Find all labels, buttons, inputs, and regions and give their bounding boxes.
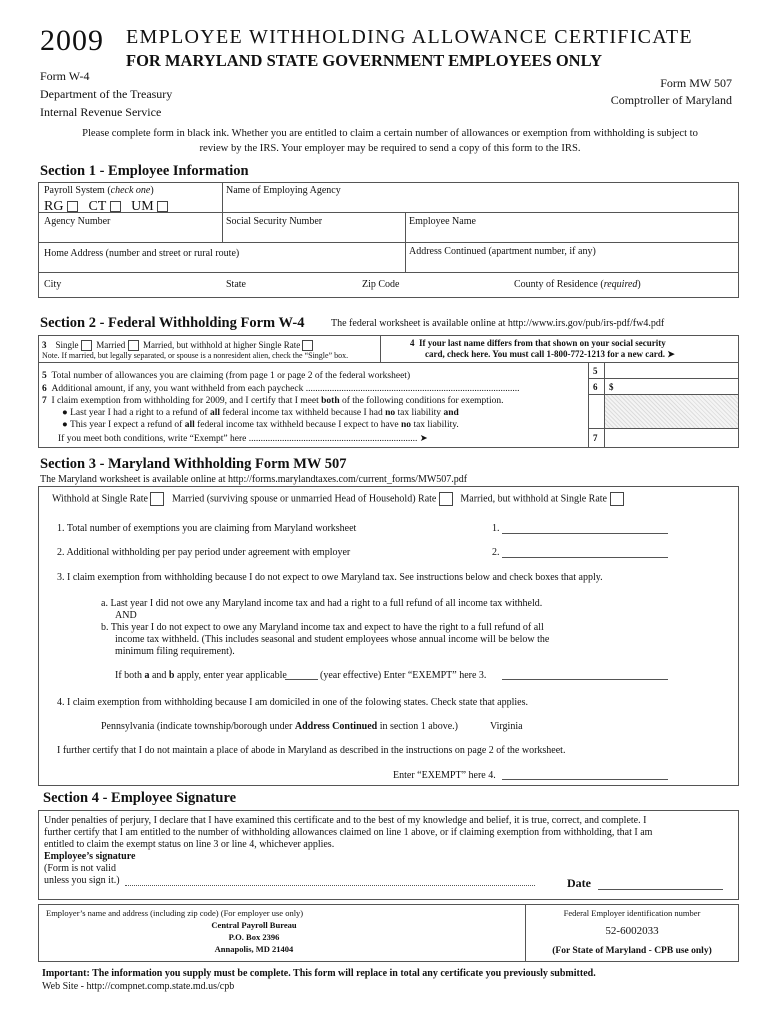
perjury-2: further certify that I am entitled to the number of withholding allowances claimed on line 1 above, or if claiming exemption from withholding, that I am — [44, 827, 653, 838]
signature-note-2: unless you sign it.) — [44, 875, 120, 886]
form-year: 2009 — [40, 24, 104, 57]
md-line1: 1. Total number of exemptions you are claiming from Maryland worksheet — [57, 523, 357, 534]
md-married-hh-checkbox[interactable] — [439, 492, 453, 506]
line7-input[interactable] — [605, 429, 738, 447]
md-year-effective: (year effective) Enter “EXEMPT” here 3. — [320, 670, 487, 681]
box5-num: 5 — [593, 366, 598, 376]
home-address-label: Home Address (number and street or rural route) — [44, 248, 240, 259]
md-line3b-3: minimum filing requirement). — [115, 646, 235, 657]
state-label: State — [226, 279, 246, 290]
line5-input[interactable] — [605, 363, 738, 377]
maryland-form-info — [611, 75, 732, 109]
maryland-worksheet-url: The Maryland worksheet is available online at http://forms.marylandtaxes.com/current_forms/MW507.pdf — [40, 474, 468, 485]
filing-status-options: 3 Single Married Married, but withhold at higher Single Rate — [42, 340, 313, 351]
fein-label: Federal Employer identification number — [563, 908, 701, 918]
md-and: AND — [115, 610, 137, 621]
md-married-single-checkbox[interactable] — [610, 492, 624, 506]
md-line3-input[interactable] — [502, 679, 668, 680]
md-both-line: If both a and b apply, enter year applicable — [115, 670, 287, 681]
bullet1: ● Last year I had a right to a refund of all federal income tax withheld because I had no tax liability and — [62, 408, 459, 418]
date-label: Date — [567, 876, 591, 890]
employer-label: Employer’s name and address (including zip code) (For employer use only) — [46, 908, 304, 918]
website[interactable]: Web Site - http://compnet.comp.state.md.us/cpb — [42, 981, 235, 992]
rg-checkbox[interactable] — [67, 201, 78, 212]
agency-name-label: Name of Employing Agency — [226, 185, 341, 196]
shaded-area — [605, 395, 738, 428]
zip-label: Zip Code — [362, 279, 400, 290]
county-label: County of Residence (required) — [514, 279, 641, 290]
md-line4: 4. I claim exemption from withholding because I am domiciled in one of the folowing states. Check state that applies. — [57, 697, 528, 708]
md-pennsylvania: Pennsylvania (indicate township/borough under Address Continued in section 1 above.) — [101, 721, 459, 732]
employer-name: Central Payroll Bureau — [211, 920, 297, 930]
md-virginia: Virginia — [490, 721, 523, 732]
employer-city: Annapolis, MD 21404 — [214, 944, 294, 954]
md-comptroller: Comptroller of Maryland — [610, 93, 732, 107]
employer-po: P.O. Box 2396 — [228, 932, 280, 942]
um-label: UM — [131, 199, 154, 214]
section2-title: Section 2 - Federal Withholding Form W-4 — [40, 315, 305, 331]
instructions: Please complete form in black ink. Whether you are entitled to claim a certain number of allowances or exemption from withholding is subject to review by the IRS. Your employer may be required to send a copy of this form to the IRS. — [82, 128, 698, 154]
agency-number-label: Agency Number — [44, 216, 111, 227]
last-name-note-2: card, check here. You must call 1-800-772-1213 for a new card. ➤ — [425, 349, 675, 359]
date-input[interactable] — [598, 889, 723, 890]
md-line3: 3. I claim exemption from withholding because I do not expect to owe Maryland tax. See instructions below and check boxes that apply. — [57, 572, 603, 583]
dollar-sign: $ — [609, 382, 614, 392]
married-higher-checkbox[interactable] — [302, 340, 313, 351]
md-line3b-1: b. This year I do not expect to owe any Maryland income tax and expect to have the right to a full refund of all — [101, 622, 544, 633]
payroll-system-label: Payroll System (check one) — [44, 185, 154, 196]
important-note: Important: The information you supply must be complete. This form will replace in total any certificate you previously submitted. — [42, 968, 596, 979]
address-continued-label: Address Continued (apartment number, if any) — [409, 246, 596, 257]
line5-text: 5 Total number of allowances you are claiming (from page 1 or page 2 of the federal worksheet) — [42, 371, 411, 381]
bullet2: ● This year I expect a refund of all federal income tax withheld because I expect to have no tax liability. — [62, 420, 459, 430]
federal-worksheet-url: The federal worksheet is available online at http://www.irs.gov/pub/irs-pdf/fw4.pdf — [331, 318, 665, 329]
md-line2-input[interactable] — [502, 557, 668, 558]
signature-note-1: (Form is not valid — [44, 863, 116, 874]
um-checkbox[interactable] — [157, 201, 168, 212]
md-line1-num: 1. — [492, 523, 500, 534]
md-line2-num: 2. — [492, 547, 500, 558]
md-single-checkbox[interactable] — [150, 492, 164, 506]
fed-form-number: Form W-4 — [40, 69, 90, 83]
single-checkbox[interactable] — [81, 340, 92, 351]
form-title: EMPLOYEE WITHHOLDING ALLOWANCE CERTIFICATE — [126, 26, 693, 48]
last-name-note: 4 If your last name differs from that shown on your social security — [410, 338, 666, 348]
rg-label: RG — [44, 199, 64, 214]
md-exempt4: Enter “EXEMPT” here 4. — [393, 770, 496, 781]
perjury-3: entitled to claim the exempt status on line 3 or line 4, whichever applies. — [44, 839, 335, 850]
md-line3b-2: income tax withheld. (This includes seasonal and student employees whose annual income will be below the — [115, 634, 550, 645]
box7-num: 7 — [593, 433, 598, 443]
married-checkbox[interactable] — [128, 340, 139, 351]
fein-value: 52-6002033 — [605, 925, 659, 937]
cpb-use-only: (For State of Maryland - CPB use only) — [552, 946, 712, 956]
md-line2: 2. Additional withholding per pay period under agreement with employer — [57, 547, 351, 558]
fed-dept: Department of the Treasury — [40, 87, 173, 101]
md-line4-input[interactable] — [502, 779, 668, 780]
md-line3a: a. Last year I did not owe any Maryland income tax and had a right to a full refund of all income tax withheld. — [101, 598, 543, 609]
section4-title: Section 4 - Employee Signature — [43, 790, 237, 806]
section3-title: Section 3 - Maryland Withholding Form MW 507 — [40, 456, 347, 472]
perjury-1: Under penalties of perjury, I declare that I have examined this certificate and to the best of my knowledge and belief, it is true, correct, and complete. I — [44, 815, 647, 826]
city-label: City — [44, 279, 62, 290]
md-rate-options: Withhold at Single Rate Married (surviving spouse or unmarried Head of Household) Rate Married, but withhold at Single Rate — [52, 492, 624, 506]
ssn-label: Social Security Number — [226, 216, 323, 227]
section1-title: Section 1 - Employee Information — [40, 163, 249, 179]
box6-num: 6 — [593, 382, 598, 392]
form-subtitle: FOR MARYLAND STATE GOVERNMENT EMPLOYEES ONLY — [126, 51, 602, 70]
signature-input[interactable] — [125, 885, 535, 886]
md-line1-input[interactable] — [502, 533, 668, 534]
line6-input[interactable] — [616, 379, 738, 393]
md-form-number: Form MW 507 — [660, 76, 732, 90]
federal-form-info — [40, 67, 172, 121]
exempt-line: If you meet both conditions, write “Exempt” here ....................................................................... ➤ — [58, 434, 428, 444]
line7-text: 7 I claim exemption from withholding for 2009, and I certify that I meet both of the following conditions for exemption. — [42, 396, 504, 406]
signature-label: Employee’s signature — [44, 851, 136, 862]
fed-irs: Internal Revenue Service — [40, 105, 162, 119]
payroll-options — [44, 199, 168, 215]
line6-text: 6 Additional amount, if any, you want withheld from each paycheck .......................................................................................... — [42, 384, 520, 394]
md-further-certify: I further certify that I do not maintain a place of abode in Maryland as described in the instructions on page 2 of the worksheet. — [57, 745, 566, 756]
ct-label: CT — [88, 199, 107, 214]
married-note: Note. If married, but legally separated, or spouse is a nonresident alien, check the “Single” box. — [42, 351, 349, 360]
employee-name-label: Employee Name — [409, 216, 476, 227]
ct-checkbox[interactable] — [110, 201, 121, 212]
arrow-icon: ➤ — [419, 434, 428, 444]
md-year-input[interactable] — [285, 679, 318, 680]
